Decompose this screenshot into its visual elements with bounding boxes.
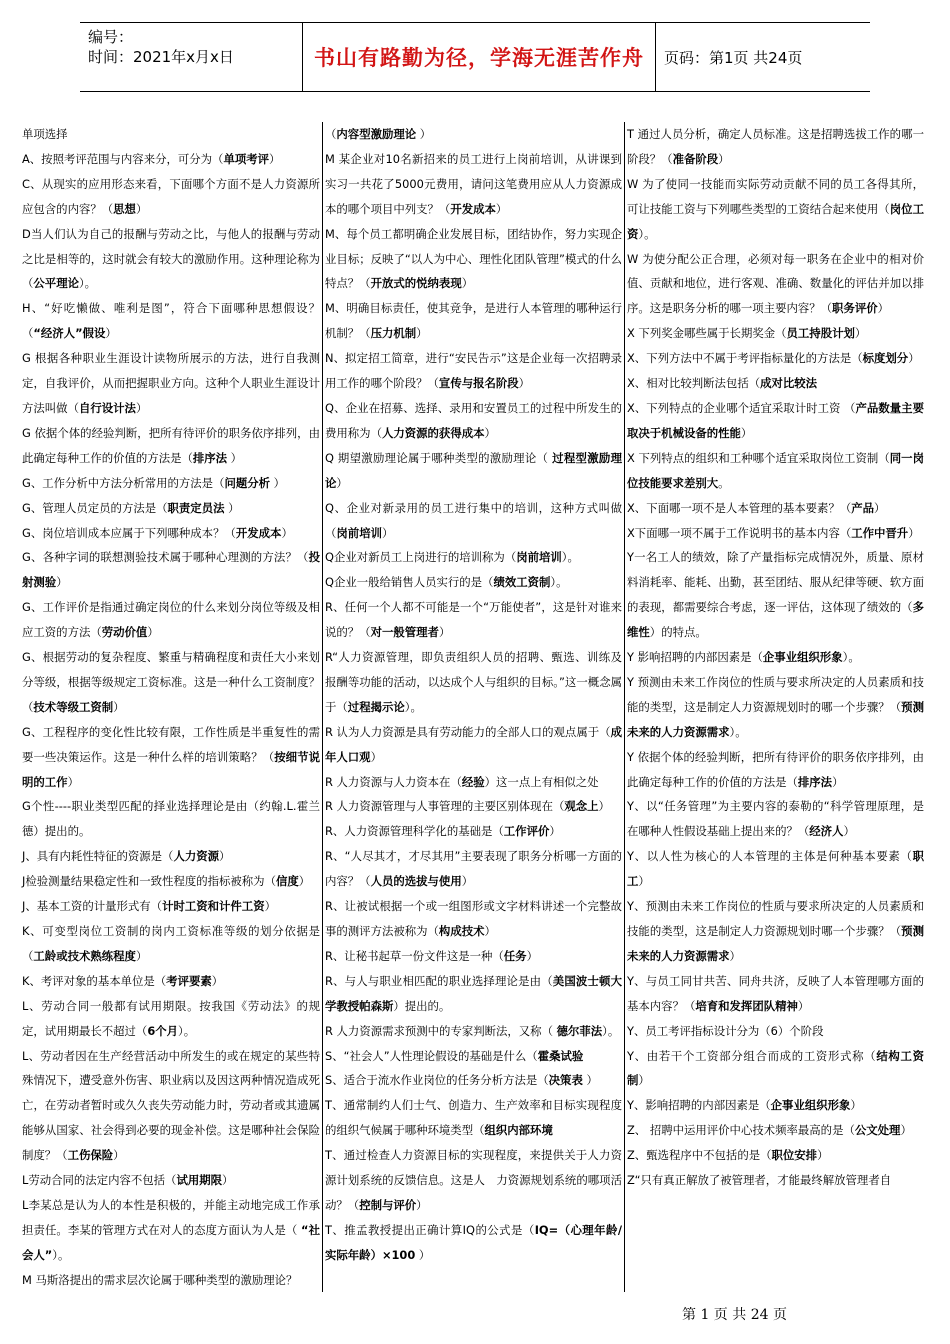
question-item: [22, 296, 320, 346]
question-item: [627, 496, 924, 521]
question-item: [627, 1118, 924, 1143]
question-text: Q企业一般给销售人员实行的是（: [325, 575, 494, 590]
question-item: [325, 496, 622, 546]
question-text-end: ）。: [52, 1247, 70, 1262]
question-text: Z、甄选程序中不包括的是（: [627, 1148, 772, 1163]
question-item: [325, 570, 622, 595]
question-item: [22, 172, 320, 222]
question-item: [22, 1168, 320, 1193]
question-text: Y、与员工同甘共苦、同舟共济，反映了人本管理哪方面的基本内容？（: [627, 973, 924, 1013]
header-meta: [80, 23, 302, 91]
question-answer: 开发成本: [450, 201, 496, 216]
question-text: G 根据各种职业生涯设计读物所展示的方法，进行自我测定，自我评价，从而把握职业方向。这种个人职业生涯设计方法叫做（: [22, 351, 320, 415]
question-answer: 职工: [627, 849, 924, 889]
question-text-end: ）: [526, 948, 538, 963]
question-text-end: ）: [211, 973, 224, 988]
question-text-end: ）: [147, 625, 159, 640]
question-text: J检验测量结果稳定性和一致性程度的指标被称为（: [22, 874, 276, 889]
question-text-end: ）: [219, 849, 231, 864]
question-answer: 结构工资制: [627, 1048, 924, 1088]
question-text-end: ）: [336, 475, 348, 490]
question-text-end: ）提出的。: [393, 998, 451, 1013]
question-item: [22, 147, 320, 172]
question-text-end: ）: [56, 575, 68, 590]
question-answer: IQ=（心理年龄/实际年龄）×100: [325, 1222, 622, 1262]
question-item: [22, 869, 320, 894]
question-item: [627, 670, 924, 745]
question-text: X、下列特点的企业哪个适宜采取计时工资 （: [627, 400, 856, 415]
question-answer: “社会人”: [22, 1222, 320, 1262]
page-footer: 第 1 页 共 24 页: [682, 1307, 787, 1323]
question-text: Y、预测由未来工作岗位的性质与要求所决定的人员素质和技能的类型，这是制定人力资源规划时哪一个步骤？（: [627, 899, 924, 938]
question-answer: 多维性: [627, 600, 924, 640]
question-text: K、可变型岗位工资制的岗内工资标准等级的划分依据是（: [22, 924, 320, 963]
question-answer: 人力资源的获得成本: [381, 425, 485, 440]
question-item: [22, 969, 320, 994]
question-text-end: ）: [740, 425, 753, 440]
question-item: [22, 421, 320, 471]
question-answer: 岗前培训: [516, 550, 562, 565]
question-item: [22, 471, 320, 496]
question-item: [325, 944, 622, 969]
question-text-end: ）。: [178, 1023, 196, 1038]
question-item: [22, 894, 320, 919]
question-item: [325, 1019, 622, 1044]
question-answer: 经济人: [809, 824, 844, 839]
question-answer: 人员的选拔与使用: [370, 874, 462, 889]
question-text-end: ）: [270, 475, 286, 490]
question-answer: 观念上: [564, 799, 599, 814]
question-text: Z、 招聘中运用评价中心技术频率最高的是（: [627, 1123, 855, 1138]
question-text-end: ）: [381, 525, 394, 540]
question-text-end: ）的特点。: [649, 625, 707, 640]
question-text-end: ）: [843, 824, 855, 839]
question-text: G、岗位培训成本应属于下列哪种成本？（: [22, 525, 236, 540]
question-text-end: ）: [832, 774, 844, 789]
question-item: [325, 595, 622, 645]
question-answer: 压力机制: [370, 326, 417, 341]
question-text-end: ）: [484, 425, 496, 440]
question-item: [627, 122, 924, 172]
question-answer: 开放式的悦纳表现: [370, 276, 462, 291]
question-text-end: ）: [874, 500, 886, 515]
question-text-end: ）: [582, 1073, 598, 1088]
question-item: [325, 819, 622, 844]
question-item: [627, 446, 924, 496]
question-answer: 岗前培训: [336, 525, 382, 540]
question-text-end: ）: [638, 874, 650, 889]
question-item: [627, 521, 924, 546]
question-text: G个性----职业类型匹配的择业选择理论是由（约翰.L.霍兰德）提出的。: [22, 799, 320, 839]
question-answer: 职责定员法: [167, 500, 225, 515]
question-item: [627, 894, 924, 969]
question-item: [627, 1143, 924, 1168]
question-item: [325, 969, 622, 1019]
question-text-end: ）: [461, 874, 474, 889]
question-item: [22, 1044, 320, 1169]
question-item: [627, 844, 924, 894]
question-text: R 认为人力资源是具有劳动能力的全部人口的观点属于（: [325, 724, 611, 739]
question-item: [22, 122, 320, 147]
question-item: [22, 994, 320, 1044]
question-item: [22, 720, 320, 795]
question-answer: 技术等级工资制: [33, 699, 114, 714]
question-answer: 人力资源: [173, 849, 220, 864]
question-text-end: ）。: [561, 550, 579, 565]
question-text: X 下列奖金哪些属于长期奖金（: [627, 326, 787, 341]
question-item: [22, 919, 320, 969]
question-answer: 标度划分: [862, 351, 909, 366]
question-item: [22, 595, 320, 645]
question-text-end: ）: [850, 1098, 862, 1113]
question-text: T 通过人员分析，确定人员标准。这是招聘选拔工作的哪一阶段？（: [627, 127, 924, 166]
question-item: [22, 1193, 320, 1268]
question-answer: 预测未来的人力资源需求: [627, 924, 924, 963]
question-text-end: ）: [113, 1148, 125, 1163]
question-item: [325, 545, 622, 570]
question-text: X、下面哪一项不是人本管理的基本要素？（: [627, 500, 852, 515]
question-text-end: ）: [67, 774, 79, 789]
question-answer: 思想: [113, 201, 136, 216]
document-time-label: 时间：2021年x月x日: [88, 48, 234, 66]
question-text: R 人力资源需求预测中的专家判断法，又称（: [325, 1023, 557, 1038]
question-text: S、“社会人”人性理论假设的基础是什么（: [325, 1048, 538, 1063]
question-text: M 马斯洛提出的需求层次论属于哪种类型的激励理论？: [22, 1272, 298, 1287]
question-text-end: ）。: [78, 276, 97, 291]
question-item: [22, 346, 320, 421]
question-answer: 预测未来的人力资源需求: [627, 699, 924, 739]
question-text-end: ）: [416, 1197, 428, 1212]
question-answer: 工龄或技术熟练程度: [33, 948, 136, 963]
question-text: R、任何一个人都不可能是一个“万能使者”，这是针对谁来说的？（: [325, 600, 622, 640]
question-item: [325, 844, 622, 894]
question-text: G、根据劳动的复杂程度、繁重与精确程度和责任大小来划分等级，根据等级规定工资标准。这是一种什么工资制度？（: [22, 650, 320, 714]
question-item: [22, 1268, 320, 1292]
question-item: [627, 794, 924, 844]
question-answer: 排序法: [797, 774, 833, 789]
question-answer: 构成技术: [438, 924, 485, 938]
question-text-end: ）: [729, 948, 741, 963]
question-answer: 宣传与报名阶段: [438, 376, 519, 391]
question-text-end: ）: [281, 525, 293, 540]
question-text-end: ）: [438, 625, 451, 640]
question-text-end: ）: [135, 400, 148, 415]
question-text: M、每个员工都明确企业发展目标，团结协作，努力实现企业目标；反映了“以人为中心、理性化团队管理”模式的什么特点？（: [325, 226, 622, 291]
question-item: [627, 645, 924, 670]
question-item: [22, 545, 320, 595]
question-text-end: ）: [113, 699, 125, 714]
header-page-label: 页码：第1页 共24页: [664, 48, 803, 67]
question-answer: 员工持股计划: [786, 326, 855, 341]
question-answer: 成对比较法: [760, 376, 818, 391]
question-text: L、劳动者因在生产经营活动中所发生的或在规定的某些特殊情况下，遭受意外伤害、职业病以及因这两种情况造成死亡，在劳动者暂时或久久丧失劳动能力时，劳动者或其遗属能够从国家、社会得到必要的现金补偿。这是哪种社会保险制度？（: [22, 1048, 320, 1163]
question-answer: 过程型激励理论: [325, 450, 622, 490]
question-text-end: ）: [900, 1123, 912, 1138]
question-text-end: ）。: [729, 724, 747, 739]
question-item: [325, 147, 622, 222]
question-answer: 工作评价: [503, 824, 550, 839]
question-text: R、让秘书起草一份文件这是一种（: [325, 948, 504, 963]
question-answer: 工作中晋升: [851, 525, 909, 540]
question-answer: 排序法: [192, 450, 228, 465]
question-text-end: ）: [416, 127, 432, 141]
question-text: G 依据个体的经验判断，把所有待评价的职务依序排列，由此确定每种工作的价值的方法是（: [22, 425, 320, 465]
question-item: [627, 745, 924, 795]
question-answer: 内容型激励理论: [336, 127, 417, 141]
question-text-end: ）: [370, 749, 382, 764]
question-item: [627, 371, 924, 396]
question-answer: 组织内部环境: [484, 1123, 553, 1138]
question-text-end: ）: [797, 998, 810, 1013]
question-text-end: ）这一点上有相似之处: [484, 774, 599, 789]
question-text: J、具有内耗性特征的资源是（: [22, 849, 174, 864]
question-item: [325, 346, 622, 396]
question-text-end: ）: [135, 948, 148, 963]
page-header: [80, 22, 870, 92]
question-text: Y、影响招聘的内部因素是（: [627, 1098, 771, 1113]
question-item: [325, 122, 622, 147]
question-item: [325, 794, 622, 819]
question-text: Y 影响招聘的内部因素是（: [627, 650, 763, 665]
question-item: [22, 645, 320, 720]
question-answer: 过程揭示论: [347, 699, 405, 714]
question-text: J、基本工资的计量形式有（: [22, 899, 163, 914]
question-text: L、劳动合同一般都有试用期限。按我国《劳动法》的规定，试用期最长不超过（: [22, 998, 320, 1038]
question-text: Z“只有真正解放了被管理者，才能最终解放管理者自: [627, 1173, 892, 1188]
question-text: X下面哪一项不属于工作说明书的基本内容（: [627, 525, 852, 540]
question-answer: 按细节说明的工作: [22, 749, 320, 789]
question-text-end: ）: [877, 301, 890, 316]
question-text-end: ）。: [602, 1023, 620, 1038]
question-column-right: [624, 122, 926, 1292]
question-text-end: ）: [817, 1148, 829, 1163]
question-text: R、人力资源管理科学化的基础是（: [325, 824, 504, 839]
question-text-end: ）: [718, 151, 730, 166]
question-text: T、推孟教授提出正确计算IQ的公式是（: [325, 1222, 535, 1237]
question-item: [22, 496, 320, 521]
question-text-end: ）: [549, 824, 561, 839]
question-text: X 下列特点的组织和工种哪个适宜采取岗位工资制（: [627, 450, 890, 465]
question-text-end: ）: [598, 799, 610, 814]
question-answer: 决策表: [548, 1073, 583, 1088]
question-answer: 产品: [851, 500, 875, 515]
question-text: G、管理人员定员的方法是（: [22, 500, 168, 515]
question-text: T、通过检查人力资源目标的实现程度，来提供关于人力资源计划系统的反馈信息。这是人 力资源规划系统的哪项活动？（: [325, 1148, 622, 1212]
question-item: [325, 296, 622, 346]
question-item: [325, 396, 622, 446]
question-item: [627, 321, 924, 346]
question-item: [22, 222, 320, 297]
question-item: [325, 645, 622, 720]
question-text: X、相对比较判断法包括（: [627, 376, 761, 391]
question-answer: 产品数量主要取决于机械设备的性能: [627, 400, 924, 440]
question-text: Y、由若干个工资部分组合而成的工资形式称（: [627, 1048, 877, 1063]
question-text: K、考评对象的基本单位是（: [22, 973, 167, 988]
question-text-end: ）: [495, 201, 508, 216]
question-item: [627, 172, 924, 247]
question-text-end: ）: [518, 376, 531, 391]
question-column-left: [20, 122, 322, 1292]
question-text: G、工程程序的变化性比较有限，工作性质是半重复性的需要一些决策运作。这是一种什么样的培训策略？（: [22, 724, 320, 764]
question-answer: “经济人”假设: [33, 326, 106, 341]
question-text-end: ）。: [404, 699, 422, 714]
question-answer: 考评要素: [166, 973, 212, 988]
question-item: [325, 1143, 622, 1218]
question-answer: 企事业组织形象: [770, 1098, 851, 1113]
question-item: [22, 794, 320, 844]
question-answer: 问题分析: [224, 475, 271, 490]
question-text: L李某总是认为人的本性是积极的，并能主动地完成工作承担责任。李某的管理方式在对人的态度方面认为人是（: [22, 1197, 320, 1237]
question-text: Q 期望激励理论属于哪种类型的激励理论（: [325, 450, 553, 465]
question-text: G、工作分析中方法分析常用的方法是（: [22, 475, 225, 490]
question-answer: 开发成本: [235, 525, 282, 540]
question-text: Y、员工考评指标设计分为（6）个阶段: [627, 1023, 824, 1038]
question-text: （: [325, 127, 337, 141]
question-text: Y、以人性为核心的人本管理的主体是何种基本要素（: [627, 849, 913, 864]
question-item: [627, 969, 924, 1019]
question-text: A、按照考评范围与内容来分，可分为（: [22, 151, 224, 166]
question-text-end: ）。: [638, 226, 656, 241]
question-item: [325, 1044, 622, 1069]
question-text: R“人力资源管理，即负责组织人员的招聘、甄选、训练及报酬等功能的活动，以达成个人与组织的目标。”这一概念属于（: [325, 650, 622, 714]
question-column-middle: [322, 122, 624, 1292]
question-text-end: ）: [461, 276, 474, 291]
question-text-end: ）: [105, 326, 117, 341]
question-text: M、明确目标责任，使其竞争，是进行人本管理的哪种运行机制？（: [325, 301, 622, 341]
question-text: Y 依据个体的经验判断，把所有待评价的职务依序排列，由此确定每种工作的价值的方法是（: [627, 749, 924, 789]
question-text: T、通常制约人们士气、创造力、生产效率和目标实现程度的组织气候属于哪种环境类型（: [325, 1098, 622, 1138]
question-text-end: ）。: [842, 650, 860, 665]
question-item: [627, 1019, 924, 1044]
question-text-end: ）。: [550, 575, 568, 590]
question-answer: 企事业组织形象: [762, 650, 843, 665]
question-answer: 美国波士顿大学教授帕森斯: [325, 973, 622, 1013]
question-answer: 准备阶段: [672, 151, 719, 166]
question-text: G、各种字词的联想测验技术属于哪种心理测的方法？（: [22, 550, 309, 565]
question-text-end: ）: [484, 924, 496, 938]
question-text: W 为了使同一技能而实际劳动贡献不同的员工各得其所，可让技能工资与下列哪些类型的工资结合起来使用（: [627, 176, 924, 216]
question-answer: 试用期限: [176, 1173, 223, 1188]
question-item: [325, 1218, 622, 1268]
header-motto: 书山有路勤为径，学海无涯苦作舟: [302, 23, 656, 91]
question-text: D当人们认为自己的报酬与劳动之比，与他人的报酬与劳动之比是相等的，这时就会有较大的激励作用。这种理论称为（: [22, 226, 320, 291]
question-item: [325, 770, 622, 795]
question-text: R、“人尽其才，才尽其用”主要表现了职务分析哪一方面的内容？（: [325, 849, 622, 889]
question-text: Y一名工人的绩效，除了产量指标完成情况外，质量、原材料消耗率、能耗、出勤，甚至团结、服从纪律等硬、软方面的表现，都需要综合考虑，逐一评估，这体现了绩效的（: [627, 550, 924, 615]
question-text: N、拟定招工简章，进行“安民告示”这是企业每一次招聘录用工作的哪个阶段？（: [325, 351, 622, 391]
question-item: [627, 346, 924, 371]
question-text-end: ）: [269, 151, 281, 166]
question-text-end: ）: [854, 326, 867, 341]
question-answer: 任务: [503, 948, 527, 963]
question-text: R 人力资源管理与人事管理的主要区别体现在（: [325, 799, 565, 814]
question-text-end: ）: [638, 1073, 650, 1088]
question-item: [627, 1093, 924, 1118]
question-text: M 某企业对10名新招来的员工进行上岗前培训，从讲课到实习一共花了5000元费用，请问这笔费用应从人力资源成本的哪个项目中列支？（: [325, 151, 622, 216]
question-text: Q企业对新员工上岗进行的培训称为（: [325, 550, 517, 565]
question-answer: 岗位工资: [627, 201, 924, 241]
question-text-end: ）: [222, 1173, 234, 1188]
question-item: [325, 446, 622, 496]
question-answer: 经验: [461, 774, 485, 789]
question-text: L劳动合同的法定内容不包括（: [22, 1173, 177, 1188]
question-text: C、从现实的应用形态来看，下面哪个方面不是人力资源所应包含的内容？（: [22, 176, 320, 216]
question-text-end: ）: [908, 525, 920, 540]
question-text: G、工作评价是指通过确定岗位的什么来划分岗位等级及相应工资的方法（: [22, 600, 320, 640]
question-answer: 信度: [275, 874, 299, 889]
question-answer: 公文处理: [854, 1123, 901, 1138]
question-columns: [20, 122, 930, 1292]
question-answer: 工伤保险: [67, 1148, 114, 1163]
document-number-label: 编号：: [88, 28, 134, 46]
question-item: [325, 222, 622, 297]
question-answer: 培育和发挥团队精神: [695, 998, 798, 1013]
question-text-end: ）: [416, 326, 428, 341]
question-text-end: ）: [264, 899, 276, 914]
question-answer: 德尔菲法: [556, 1023, 603, 1038]
question-answer: 计时工资和计件工资: [162, 899, 265, 914]
question-text-end: ）: [298, 874, 311, 889]
question-answer: 霍桑试验: [537, 1048, 584, 1063]
question-answer: 绩效工资制: [493, 575, 551, 590]
question-answer: 职务评价: [832, 301, 878, 316]
question-text: Y、以“任务管理”为主要内容的泰勒的“科学管理原理，是在哪种人性假设基础上提出来的？（: [627, 799, 924, 839]
question-answer: 自行设计法: [78, 400, 136, 415]
question-text: R、让被试根据一个或一组图形或文字材料讲述一个完整故事的测评方法被称为（: [325, 899, 622, 938]
question-item: [627, 247, 924, 322]
question-item: [627, 1044, 924, 1094]
question-answer: 投射测验: [22, 550, 320, 590]
question-item: [22, 844, 320, 869]
question-item: [627, 545, 924, 645]
question-answer: 控制与评价: [359, 1197, 417, 1212]
question-answer: 对一般管理者: [370, 625, 439, 640]
question-text-end: ）: [415, 1247, 431, 1262]
question-text: Q、企业对新录用的员工进行集中的培训，这种方式叫做（: [325, 500, 622, 540]
question-text-end: ）: [227, 450, 243, 465]
question-answer: 公平理论: [33, 276, 79, 291]
question-text-end: ）: [224, 500, 240, 515]
question-text-end: 。: [718, 475, 730, 490]
question-text: Y 预测由未来工作岗位的性质与要求所决定的人员素质和技能的类型，这是制定人力资源规划时的哪一个步骤？（: [627, 674, 924, 714]
question-text: H、“好吃懒做、唯利是图”，符合下面哪种思想假设？（: [22, 301, 320, 341]
question-item: [325, 1093, 622, 1143]
question-text: X、下列方法中不属于考评指标量化的方法是（: [627, 351, 863, 366]
question-answer: 6个月: [147, 1023, 179, 1038]
question-answer: 职位安排: [771, 1148, 818, 1163]
question-item: [325, 1068, 622, 1093]
question-text: Q、企业在招募、选择、录用和安置员工的过程中所发生的费用称为（: [325, 400, 622, 440]
question-text: R、与人与职业相匹配的职业选择理论是由（: [325, 973, 553, 988]
question-text-end: ）: [135, 201, 148, 216]
question-item: [325, 720, 622, 770]
question-answer: 劳动价值: [101, 625, 148, 640]
question-item: [627, 396, 924, 446]
question-item: [22, 521, 320, 546]
question-text: R 人力资源与人力资本在（: [325, 774, 462, 789]
question-item: [325, 894, 622, 944]
question-answer: 同一岗位技能要求差别大: [627, 450, 924, 490]
question-answer: 单项考评: [223, 151, 270, 166]
question-answer: 成年人口观: [325, 724, 622, 764]
question-text: S、适合于流水作业岗位的任务分析方法是（: [325, 1073, 549, 1088]
question-text-end: ）: [908, 351, 920, 366]
question-text: W 为使分配公正合理，必须对每一职务在企业中的相对价值、贡献和地位，进行客观、准确、数量化的评估并加以排序。这是职务分析的哪一项主要内容？（: [627, 251, 924, 316]
question-item: [627, 1168, 924, 1193]
question-text: 单项选择: [22, 127, 68, 141]
